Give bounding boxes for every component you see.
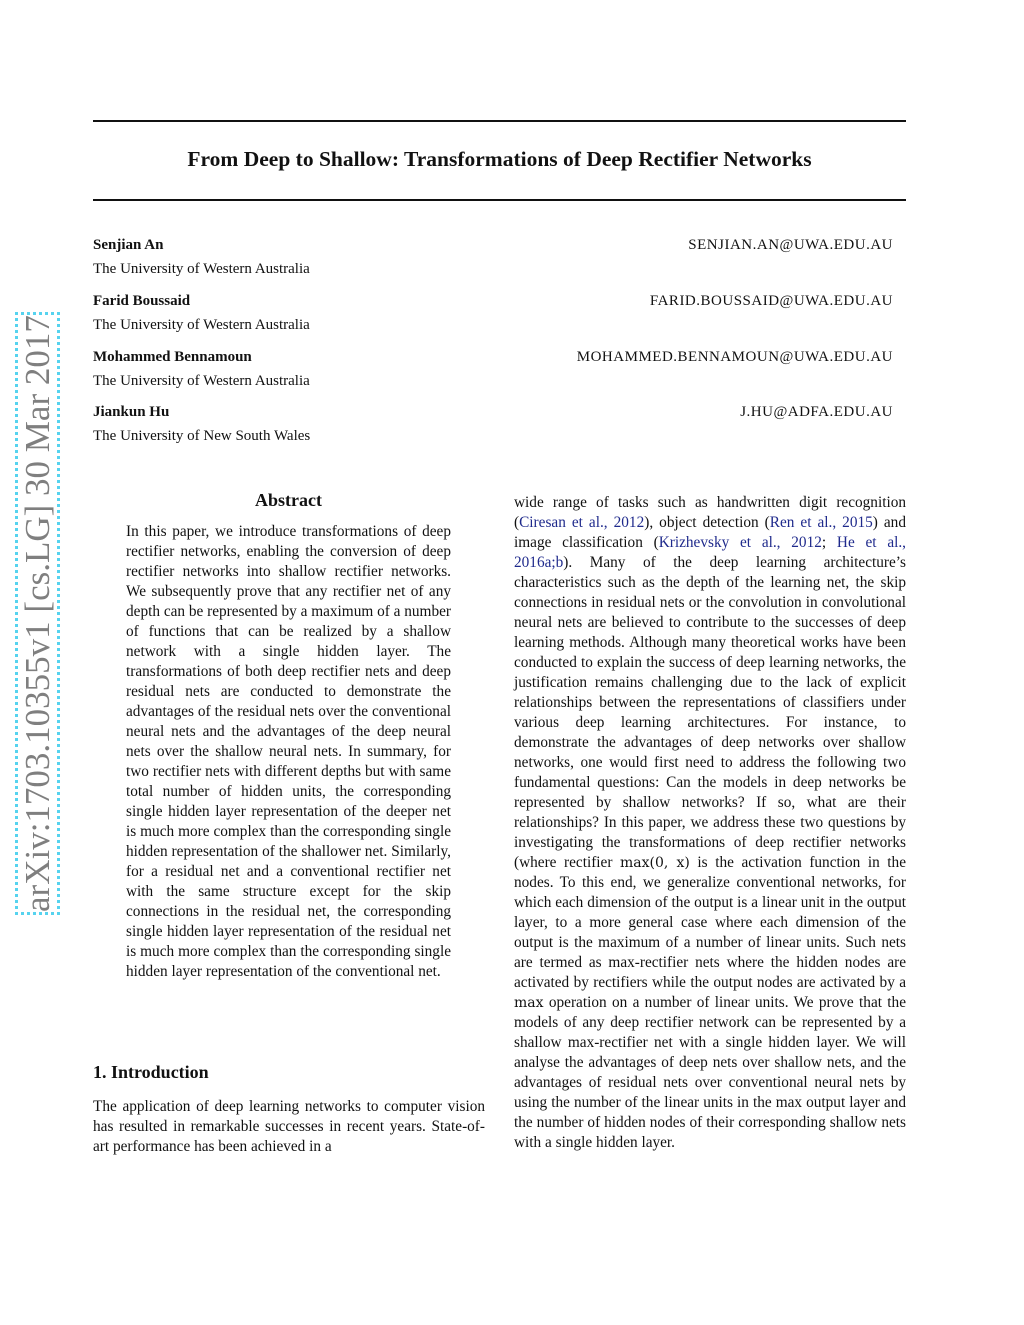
author-name: Senjian An — [93, 237, 164, 253]
citation-link[interactable]: Krizhevsky et al., 2012 — [658, 534, 822, 551]
author-affiliation: The University of Western Australia — [93, 317, 310, 333]
author-affiliation: The University of Western Australia — [93, 261, 310, 277]
author-affiliation: The University of New South Wales — [93, 428, 311, 444]
author-email: MOHAMMED.BENNAMOUN@UWA.EDU.AU — [576, 349, 893, 365]
citation-link[interactable]: Ciresan et al., 2012 — [519, 514, 645, 531]
author-block — [93, 345, 893, 393]
section-heading-introduction: 1. Introduction — [93, 1062, 209, 1082]
introduction-paragraph-right: wide range of tasks such as handwritten digit recognition (Ciresan et al., 2012), object detection (Ren et al., 2015) and image classification (Krizhevsky et al., 2012; He et al., 2016a;b). Many of the deep learning architecture’s characteristics such as the depth of the learning net, the skip connections in residual nets or the convolution in convolutional neural nets are believed to contribute to the successes of deep learning methods. Although many theoretical works have been conducted to explain the success of deep learning networks, the justification remains challenging due to the lack of explicit relationships between the representations of classifiers under various deep learning architectures. For instance, to demonstrate the advantages of deep networks over shallow networks, one would first need to address the following two fundamental questions: Can the models in deep networks be represented by shallow networks? If so, what are their relationships? In this paper, we address these two questions by investigating the transformations of deep rectifier networks (where rectifier max(0, x) is the activation function in the nodes. To this end, we generalize conventional networks, for which each dimension of the output is a linear unit in the output layer, to a more general case where each dimension of the output is the maximum of a number of linear units. Such nets are termed as max-rectifier nets where the hidden nodes are activated by rectifiers while the output nodes are activated by a max operation on a number of linear units. We prove that the models of any deep rectifier network can be represented by a shallow max-rectifier net with a single hidden layer. We will analyse the advantages of deep nets over shallow nets, and the advantages of residual nets over conventional neural nets by using the number of the linear units in the max output layer and the number of hidden nodes of their corresponding shallow nets with a single hidden layer. — [514, 494, 907, 1151]
author-name: Jiankun Hu — [93, 404, 170, 420]
title-top-rule — [93, 120, 906, 122]
author-email: SENJIAN.AN@UWA.EDU.AU — [688, 237, 893, 253]
author-name: Farid Boussaid — [93, 293, 191, 309]
author-email: FARID.BOUSSAID@UWA.EDU.AU — [649, 293, 893, 309]
author-block — [93, 233, 893, 281]
citation-link[interactable]: Ren et al., 2015 — [769, 514, 873, 531]
title-bottom-rule — [93, 199, 906, 201]
citation-link[interactable]: He et al., 2016a;b — [514, 534, 907, 571]
math-expression: max(0, x) — [619, 855, 690, 871]
arxiv-identifier-stamp: arXiv:1703.10355v1 [cs.LG] 30 Mar 2017 — [18, 315, 57, 912]
abstract-heading: Abstract — [255, 490, 322, 510]
author-affiliation: The University of Western Australia — [93, 373, 310, 389]
author-block — [93, 289, 893, 337]
author-name: Mohammed Bennamoun — [93, 349, 252, 365]
introduction-paragraph-left: The application of deep learning networks to computer vision has resulted in remarkable successes in recent years. State-of-art performance has been achieved in a — [93, 1098, 485, 1155]
math-expression: max — [514, 995, 544, 1011]
paper-title: From Deep to Shallow: Transformations of Deep Rectifier Networks — [187, 147, 812, 171]
abstract-text: In this paper, we introduce transformations of deep rectifier networks, enabling the conversion of deep rectifier networks into shallow rectifier networks. We subsequently prove that any rectifier net of any depth can be represented by a maximum of a number of functions that can be realized by a shallow network with a single hidden layer. The transformations of both deep rectifier nets and deep residual nets are conducted to demonstrate the advantages of the residual nets over the conventional neural nets and the advantages of the deep neural nets over the shallow neural nets. In summary, for two rectifier nets with different depths but with same total number of hidden units, the corresponding single hidden layer representation of the deeper net is much more complex than the corresponding single hidden representation of the shallower net. Similarly, for a residual net and a conventional rectifier net with the same structure except for the skip connections in the residual net, the corresponding single hidden layer representation of the residual net is much more complex than the corresponding single hidden layer representation of the conventional net. — [126, 523, 451, 980]
author-email: J.HU@ADFA.EDU.AU — [740, 404, 893, 420]
author-block — [93, 400, 893, 448]
